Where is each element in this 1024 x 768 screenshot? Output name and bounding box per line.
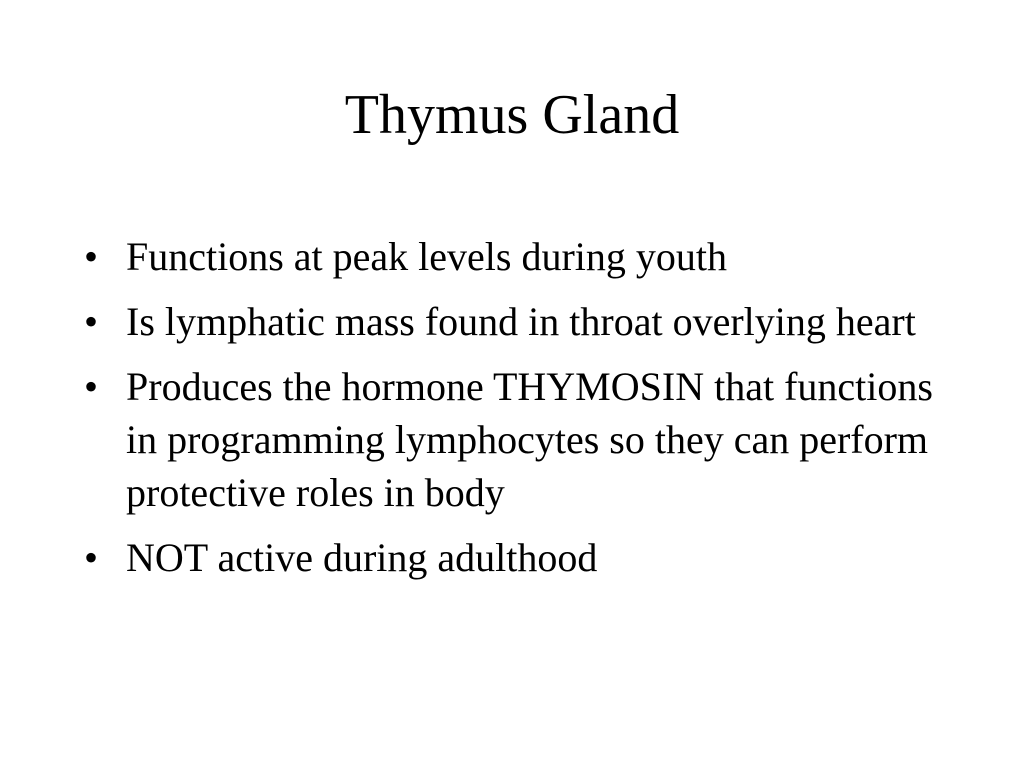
slide-title: Thymus Gland (344, 84, 680, 146)
bullet-icon: • (84, 234, 99, 279)
bullet-list (84, 230, 944, 596)
bullet-item (84, 531, 944, 584)
bullet-icon: • (84, 364, 99, 409)
bullet-text: Produces the hormone THYMOSIN that functions in programming lymphocytes so they can perform protective roles in body (126, 364, 933, 515)
bullet-text: NOT active during adulthood (126, 535, 598, 580)
bullet-item (84, 360, 944, 519)
bullet-icon: • (84, 535, 99, 580)
bullet-text: Functions at peak levels during youth (126, 234, 728, 279)
bullet-icon: • (84, 299, 99, 344)
bullet-item (84, 230, 944, 283)
bullet-text: Is lymphatic mass found in throat overlying heart (126, 299, 916, 344)
bullet-item (84, 295, 944, 348)
